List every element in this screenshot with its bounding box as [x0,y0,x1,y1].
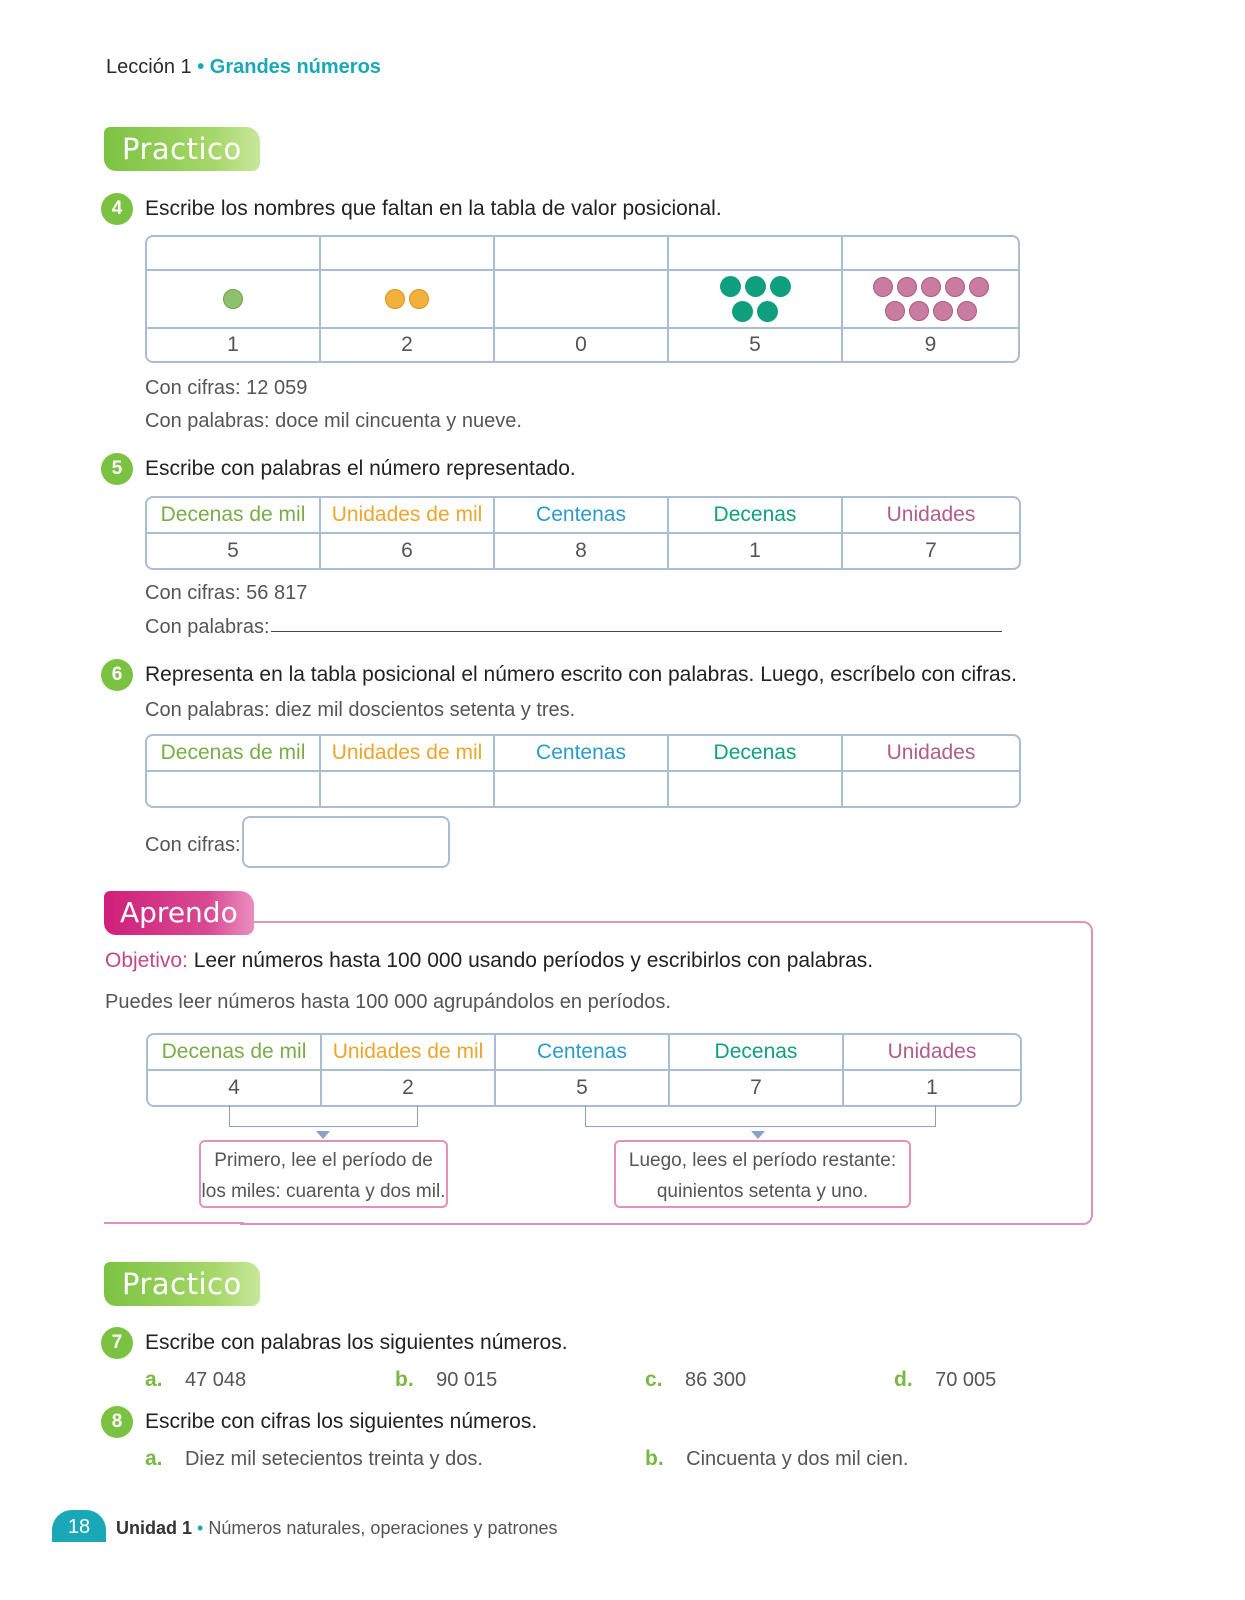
digit-cell: 7 [670,1071,844,1105]
dots-cell [321,271,495,329]
lesson-header [106,56,381,79]
answer-line[interactable] [271,631,1002,632]
counter-dot [409,289,429,309]
digit-cell: 1 [669,534,843,568]
header-unidades: Unidades [843,498,1019,534]
footer-description: Números naturales, operaciones y patrones [208,1518,558,1538]
header-unidades-de-mil: Unidades de mil [321,736,495,772]
list-item [145,1368,246,1392]
item-value: Cincuenta y dos mil cien. [686,1448,909,1470]
aprendo-badge: Aprendo [104,891,254,935]
counter-dot [745,276,766,297]
header-decenas-de-mil: Decenas de mil [147,498,321,534]
exercise-number: 6 [101,659,133,691]
exercise-number: 4 [101,193,133,225]
item-letter: a. [145,1447,163,1470]
item-letter: c. [645,1368,663,1391]
digit-cell: 1 [926,1076,938,1099]
dots-cell [669,271,843,329]
item-value: 47 048 [184,1369,247,1391]
counter-dots [719,276,791,322]
digit-cell: 8 [495,534,669,568]
arrow-down-icon [316,1131,330,1139]
counter-dots [321,289,493,309]
exercise-instruction: Escribe con palabras los siguientes números. [145,1331,568,1354]
answer-cell[interactable] [669,772,843,806]
practico-badge: Practico [104,127,260,171]
dots-cell [147,271,321,329]
header-unidades-de-mil: Unidades de mil [321,498,495,534]
counter-dot [732,301,753,322]
note-line: los miles: cuarenta y dos mil. [201,1181,446,1202]
list-item [395,1368,497,1392]
exercise-number: 7 [101,1327,133,1359]
note-units [614,1140,911,1208]
digit-cell: 5 [147,534,321,568]
list-item [645,1447,908,1471]
counter-dot [945,277,965,297]
counter-dot [933,301,953,321]
con-palabras-text: Con palabras: diez mil doscientos setenta y tres. [145,699,576,721]
counter-dot [720,276,741,297]
con-cifras-text: Con cifras: 12 059 [145,377,308,399]
item-letter: b. [645,1447,664,1470]
counter-dot [223,289,243,309]
digit-cell: 2 [321,329,495,361]
item-value: 70 005 [935,1369,997,1391]
lesson-topic: Grandes números [209,56,381,78]
counter-dot [957,301,977,321]
exercise-number: 8 [101,1406,133,1438]
blank-header-cell[interactable] [843,237,1018,271]
blank-header-cell[interactable] [495,237,669,271]
item-value: Diez mil setecientos treinta y dos. [184,1448,483,1470]
header-unidades: Unidades [844,1035,1020,1071]
counter-dot [757,301,778,322]
place-value-table-ex5 [145,496,1021,570]
objetivo [105,949,873,973]
lesson-label: Lección 1 [106,56,192,78]
bracket-units [585,1105,936,1127]
note-line: quinientos setenta y uno. [656,1181,869,1202]
header-unidades: Unidades [843,736,1019,772]
practico-badge: Practico [104,1262,260,1306]
exercise-instruction: Representa en la tabla posicional el número escrito con palabras. Luego, escríbelo con cifras. [145,663,1018,686]
header-centenas: Centenas [495,498,669,534]
list-item [894,1368,996,1392]
counter-dot [969,277,989,297]
counter-dot [909,301,929,321]
item-letter: b. [395,1368,414,1391]
exercise-number: 5 [101,453,133,485]
item-value: 86 300 [684,1369,747,1391]
note-thousands [199,1140,448,1208]
bracket-thousands [229,1105,418,1127]
digit-cell: 5 [496,1071,670,1105]
counter-dot [897,277,917,297]
header-decenas: Decenas [669,736,843,772]
answer-cell[interactable] [843,772,1019,806]
con-cifras-text: Con cifras: 56 817 [145,582,308,604]
digit-cell: 2 [322,1071,496,1105]
objetivo-label: Objetivo: [105,949,188,972]
footer-unit: Unidad 1 [116,1518,193,1538]
blank-header-cell[interactable] [147,237,321,271]
place-value-table-ex6 [145,734,1021,808]
header-unidades-de-mil: Unidades de mil [322,1035,496,1071]
digit-cell: 1 [147,329,321,361]
answer-cell[interactable] [147,772,321,806]
answer-cell[interactable] [495,772,669,806]
arrow-down-icon [751,1131,765,1139]
counter-dots [871,277,991,321]
lesson-separator: • [197,56,205,78]
header-centenas: Centenas [495,736,669,772]
digit-cell: 7 [925,539,937,562]
answer-cell[interactable] [321,772,495,806]
place-value-table-ex4 [145,235,1020,363]
con-palabras-text: Con palabras: doce mil cincuenta y nueve. [145,410,522,432]
blank-header-cell[interactable] [669,237,843,271]
blank-header-cell[interactable] [321,237,495,271]
item-letter: a. [145,1368,163,1391]
answer-box[interactable] [242,816,450,868]
note-line: Luego, lees el período restante: [628,1150,897,1171]
item-value: 90 015 [436,1369,498,1391]
counter-dot [873,277,893,297]
item-letter: d. [894,1368,913,1391]
aprendo-intro: Puedes leer números hasta 100 000 agrupándolos en períodos. [105,991,671,1013]
aprendo-frame-bottom [104,1222,244,1224]
digit-cell: 0 [495,329,669,361]
dots-cell [843,271,1018,329]
header-decenas-de-mil: Decenas de mil [147,736,321,772]
footer-text [116,1518,558,1539]
con-cifras-label: Con cifras: [145,834,241,856]
footer-separator: • [197,1518,204,1538]
header-decenas: Decenas [669,498,843,534]
place-value-table-aprendo [146,1033,1022,1107]
digit-cell: 4 [148,1071,322,1105]
dots-cell [495,271,669,329]
page-number: 18 [52,1510,106,1542]
digit-cell: 9 [924,333,937,356]
con-palabras-label: Con palabras: [145,616,270,638]
exercise-instruction: Escribe con palabras el número representado. [145,457,576,480]
note-line: Primero, lee el período de [214,1150,433,1171]
digit-cell: 5 [669,329,843,361]
counter-dots [147,289,319,309]
header-decenas: Decenas [670,1035,844,1071]
counter-dot [921,277,941,297]
counter-dot [885,301,905,321]
objetivo-text: Leer números hasta 100 000 usando períodos y escribirlos con palabras. [193,949,874,972]
header-centenas: Centenas [496,1035,670,1071]
header-decenas-de-mil: Decenas de mil [148,1035,322,1071]
list-item [145,1447,483,1471]
exercise-instruction: Escribe con cifras los siguientes números. [145,1410,538,1433]
counter-dot [770,276,791,297]
list-item [645,1368,746,1392]
digit-cell: 6 [321,534,495,568]
exercise-instruction: Escribe los nombres que faltan en la tabla de valor posicional. [145,197,722,220]
counter-dot [385,289,405,309]
